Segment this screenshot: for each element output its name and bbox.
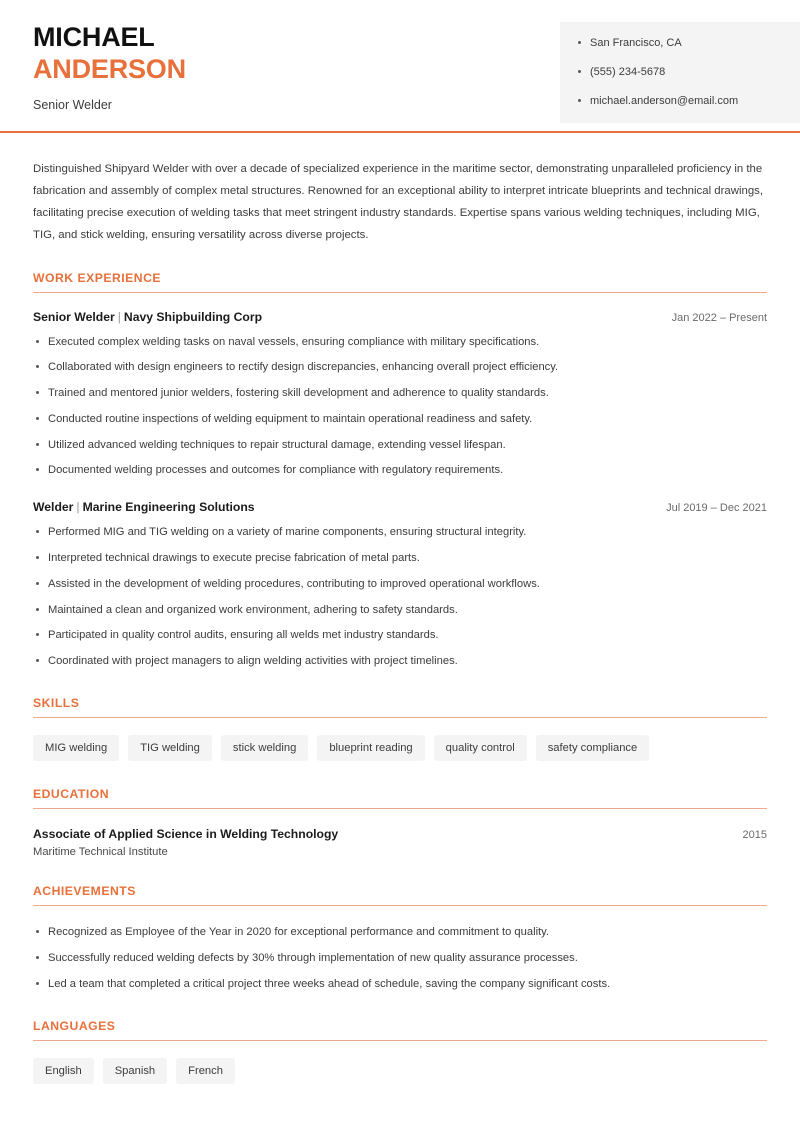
list-item [33,950,767,966]
language-chip: Spanish [103,1058,167,1084]
section-title-languages: LANGUAGES [33,1019,116,1034]
bullet-icon [36,530,39,533]
list-item-text: Documented welding processes and outcomes for compliance with regulatory requirements. [48,464,504,477]
education-entry [33,827,767,858]
language-chip: French [176,1058,235,1084]
work-entry [33,310,767,479]
list-item [33,602,767,618]
list-item-text: Trained and mentored junior welders, fostering skill development and adherence to quality standards. [48,387,549,400]
section-education [33,787,767,858]
section-divider [33,905,767,906]
list-item-text: Participated in quality control audits, ensuring all welds met industry standards. [48,629,439,642]
list-item [33,976,767,992]
bullet-icon [36,468,39,471]
education-degree: Associate of Applied Science in Welding Technology [33,827,339,842]
languages-chip-list [33,1058,767,1084]
education-institution: Maritime Technical Institute [33,846,168,859]
list-item-text: Recognized as Employee of the Year in 2020 for exceptional performance and commitment to quality. [48,926,550,939]
title-separator: | [117,309,121,324]
list-item [33,924,767,940]
contact-phone[interactable] [578,65,784,80]
professional-summary: Distinguished Shipyard Welder with over a decade of specialized experience in the maritime sector, demonstrating unparalleled proficiency in the fabrication and assembly of complex metal structures. Renowned for an exceptional ability to interpret intricate blueprints and technical drawings, facilitating precise execution of welding tasks that meet stringent industry standards. Expertise spans various welding techniques, including MIG, TIG, and stick welding, ensuring versatility across diverse projects. [33,163,764,241]
section-title-skills: SKILLS [33,696,80,711]
title-separator: | [76,500,80,515]
work-entry [33,500,767,669]
list-item [33,576,767,592]
skill-chip: quality control [434,735,527,761]
list-item [33,462,767,478]
list-item-text: Performed MIG and TIG welding on a variety of marine components, ensuring structural integrity. [48,526,527,539]
skill-chip: safety compliance [536,735,650,761]
work-entry-role: Welder [33,500,74,515]
bullet-icon [36,956,39,959]
list-item-text: Utilized advanced welding techniques to repair structural damage, extending vessel lifespan. [48,438,506,451]
section-divider [33,292,767,293]
work-entry-header [33,310,767,324]
work-entry-bullets [33,524,767,669]
list-item-text: Assisted in the development of welding procedures, contributing to improved operational workflows. [48,577,540,590]
list-item-text: Successfully reduced welding defects by 30% through implementation of new quality assurance processes. [48,952,578,965]
list-item [33,627,767,643]
education-entry-header [33,827,767,841]
bullet-icon [36,443,39,446]
work-entry-title [33,500,255,514]
resume-header [0,0,800,133]
list-item [33,524,767,540]
bullet-icon [36,391,39,394]
work-entry-date: Jul 2019 – Dec 2021 [666,502,767,515]
bullet-icon [36,982,39,985]
section-skills [33,696,767,761]
work-entry-header [33,500,767,514]
last-name: ANDERSON [33,53,186,84]
work-entry-bullets [33,334,767,479]
list-item [33,550,767,566]
header-divider [0,131,800,133]
section-achievements [33,884,767,992]
list-item-text: Collaborated with design engineers to rectify design discrepancies, enhancing overall project efficiency. [48,361,559,374]
bullet-icon [578,99,581,102]
section-divider [33,717,767,718]
work-entry-title [33,310,262,324]
contact-location [578,36,784,51]
first-name: MICHAEL [33,22,155,52]
skill-chip: stick welding [221,735,308,761]
resume-content [0,159,800,1084]
contact-location-text: San Francisco, CA [590,37,682,49]
section-title-achievements: ACHIEVEMENTS [33,884,136,899]
bullet-icon [36,608,39,611]
list-item-text: Conducted routine inspections of welding equipment to maintain operational readiness and safety. [48,412,533,425]
list-item [33,334,767,350]
list-item-text: Executed complex welding tasks on naval vessels, ensuring compliance with military specifications. [48,335,540,348]
contact-email-text: michael.anderson@email.com [590,94,739,107]
bullet-icon [36,633,39,636]
bullet-icon [36,930,39,933]
bullet-icon [578,41,581,44]
bullet-icon [36,365,39,368]
section-title-education: EDUCATION [33,787,110,802]
section-work-experience [33,271,767,670]
contact-box [560,22,800,123]
skills-chip-list [33,735,767,761]
bullet-icon [36,582,39,585]
list-item-text: Coordinated with project managers to align welding activities with project timelines. [48,655,458,668]
contact-email[interactable] [578,94,784,109]
work-entry-date: Jan 2022 – Present [671,311,767,324]
bullet-icon [36,659,39,662]
section-languages [33,1019,767,1084]
skill-chip: blueprint reading [317,735,424,761]
bullet-icon [36,340,39,343]
work-entry-company: Navy Shipbuilding Corp [123,309,263,324]
list-item [33,653,767,669]
section-divider [33,1040,767,1041]
skill-chip: MIG welding [33,735,119,761]
bullet-icon [36,556,39,559]
list-item-text: Led a team that completed a critical project three weeks ahead of schedule, saving the company significant costs. [48,977,611,990]
education-year: 2015 [742,829,767,842]
bullet-icon [36,417,39,420]
contact-phone-text: (555) 234-5678 [590,65,666,78]
section-title-work-experience: WORK EXPERIENCE [33,270,162,285]
language-chip: English [33,1058,94,1084]
achievements-list [33,924,767,992]
list-item [33,359,767,375]
list-item [33,385,767,401]
list-item-text: Interpreted technical drawings to execute precise fabrication of metal parts. [48,552,420,565]
list-item [33,411,767,427]
list-item [33,437,767,453]
work-entry-company: Marine Engineering Solutions [82,500,255,515]
name-block [33,22,533,112]
job-title-subtitle: Senior Welder [33,97,112,112]
skill-chip: TIG welding [128,735,212,761]
work-entry-role: Senior Welder [33,309,115,324]
section-divider [33,808,767,809]
bullet-icon [578,70,581,73]
list-item-text: Maintained a clean and organized work environment, adhering to safety standards. [48,603,458,616]
